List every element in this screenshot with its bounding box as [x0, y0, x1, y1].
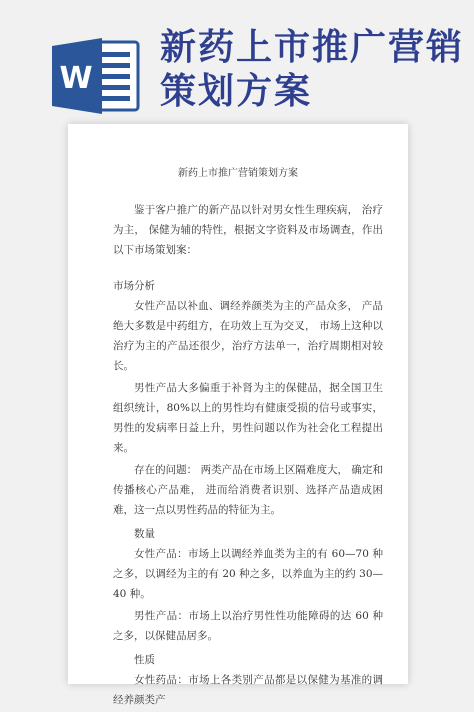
title-line-2: 策划方案 [160, 71, 313, 112]
page-title [160, 26, 464, 114]
paragraph-female-drugs: 女性药品：市场上各类别产品都是以保健为基准的调经养颜类产 [113, 674, 383, 706]
logo-letter: W [59, 61, 93, 96]
title-line-1: 新药上市推广营销 [160, 27, 465, 68]
paragraph-male-quantity: 男性产品：市场上以治疗男性性功能障碍的达 60 种之多，以保健品居多。 [113, 610, 383, 642]
word-document-icon [50, 36, 140, 116]
subheading-nature: 性质 [134, 654, 155, 666]
document-page [68, 124, 408, 706]
document-title: 新药上市推广营销策划方案 [178, 168, 298, 179]
subheading-quantity: 数量 [134, 528, 155, 540]
section-heading-market-analysis: 市场分析 [113, 280, 155, 292]
paragraph-problems: 存在的问题： 两类产品在市场上区隔难度大， 确定和传播核心产品难， 进而给消费者识别、选择产品造成困难，这一点以男性药品的特征为主。 [113, 464, 383, 516]
document-body [113, 200, 383, 712]
header [0, 0, 474, 120]
paragraph-female-quantity: 女性产品：市场上以调经养血类为主的有 60—70 种之多，以调经为主的有 20 种之多，以养血为主的约 30—40 种。 [113, 548, 383, 600]
paragraph-female-products: 女性产品以补血、调经养颜类为主的产品众多， 产品绝大多数是中药组方，在功效上互为交叉， 市场上这种以治疗为主的产品还很少，治疗方法单一，治疗周期相对较长。 [113, 300, 383, 372]
paragraph-male-products: 男性产品大多偏重于补肾为主的保健品，据全国卫生组织统计，80%以上的男性均有健康受损的信号或事实，男性的发病率日益上升，男性问题以作为社会化工程提出来。 [113, 382, 383, 454]
intro-paragraph: 鉴于客户推广的新产品以针对男女性生理疾病， 治疗为主， 保健为辅的特性，根据文字资料及市场调查，作出以下市场策划案： [113, 204, 383, 256]
